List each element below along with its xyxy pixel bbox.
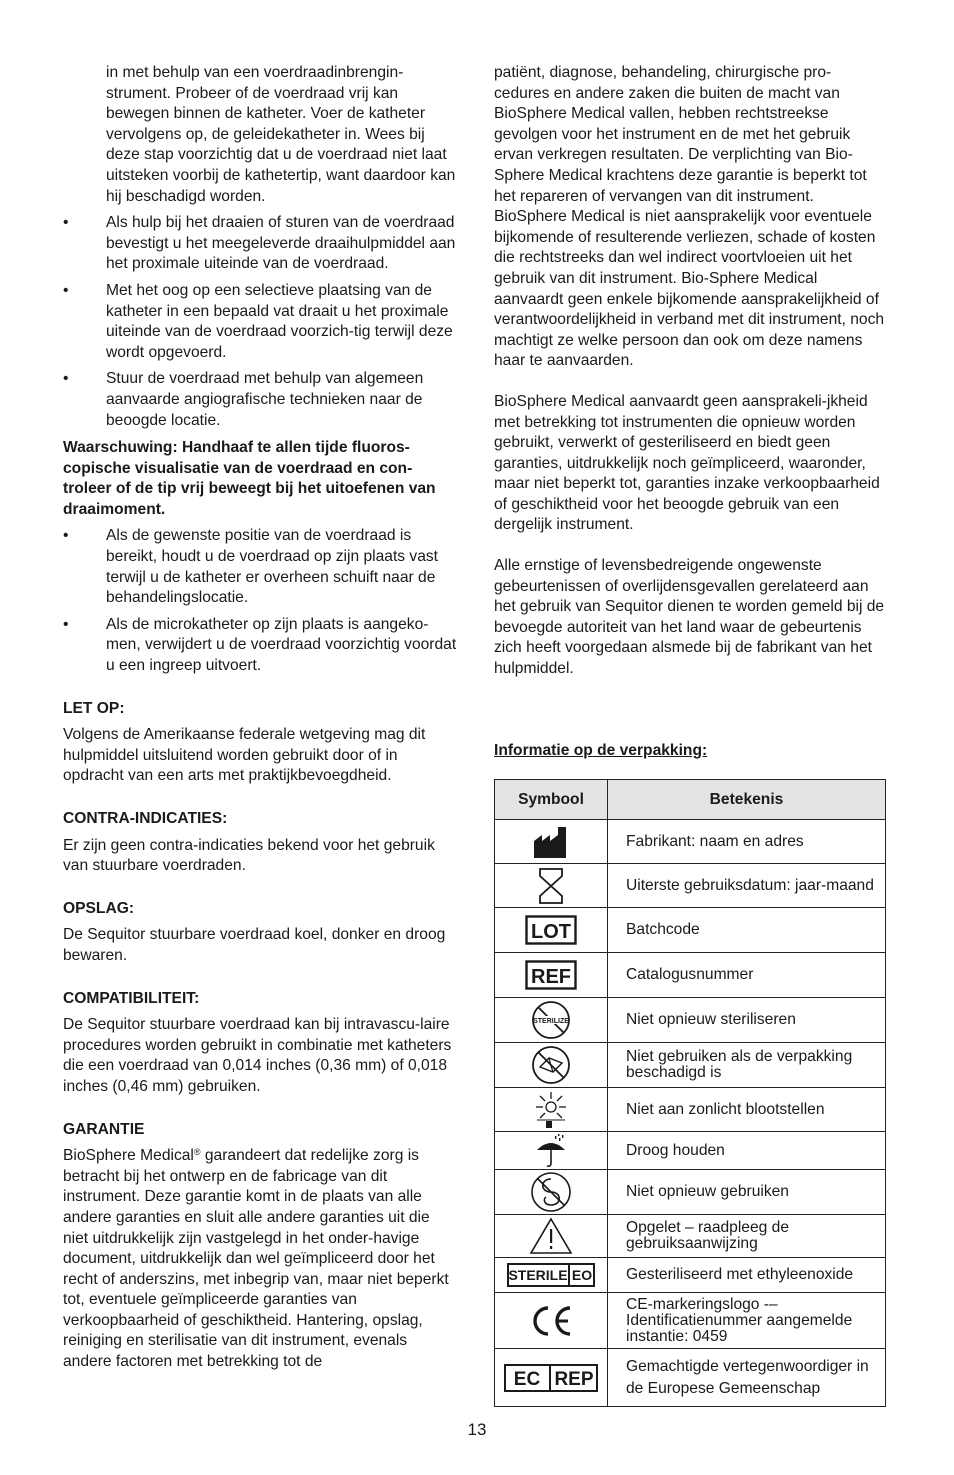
- keep-from-sunlight-icon: [531, 1090, 571, 1130]
- table-row: [495, 820, 886, 864]
- svg-text:EC: EC: [513, 1368, 541, 1390]
- meaning-cell: Gesteriliseerd met ethyleenoxide: [608, 1258, 886, 1293]
- warning-text: Waarschuwing: Handhaaf te allen tijde fluoros-copische visualisatie van de voerdraad en con-troleer of de tip vrij beweegt bij het uitoefenen van draaimoment.: [63, 439, 436, 518]
- table-row: [495, 1088, 886, 1132]
- bullet-item: • Stuur de voerdraad met behulp van algemeen aanvaarde angiografische technieken naar de beoogde locatie.: [63, 370, 424, 429]
- damaged-package-icon: [531, 1045, 571, 1085]
- svg-text:EO: EO: [571, 1267, 593, 1283]
- table-row: [495, 908, 886, 953]
- meaning-cell: Catalogusnummer: [608, 953, 886, 998]
- manufacturer-icon: [531, 825, 571, 859]
- bullet-dot: •: [63, 214, 69, 232]
- keep-dry-icon: [533, 1134, 569, 1168]
- svg-text:STERILE: STERILE: [508, 1267, 568, 1283]
- storage-body: De Sequitor stuurbare voerdraad koel, donker en droog bewaren.: [63, 926, 446, 964]
- table-row: [495, 1170, 886, 1215]
- meaning-cell: Niet opnieuw gebruiken: [608, 1170, 886, 1215]
- warranty-continued: patiënt, diagnose, behandeling, chirurgische pro-cedures en andere zaken die buiten de macht van BioSphere Medical vallen, hebben rechtstreekse gevolgen voor het instrument en de met het gebruik ervan verkregen resultaten. De verplichting van Bio-Sphere Medical krachtens deze garantie is beperkt tot het repareren of vervangen van dit instrument. BioSphere Medical is niet aansprakelijk voor eventuele bijkomende of resulterende verliezen, schade of kosten die rechtstreeks dan wel indirect voortvloeien uit het gebruik van dit instrument. Bio-Sphere Medical aanvaardt geen enkele bijkomende aansprakelijkheid of verantwoordelijkheid in verband met dit instrument, noch machtigt ze welke persoon dan ook om deze namens haar te aanvaarden.: [494, 64, 885, 370]
- meaning-cell: Fabrikant: naam en adres: [608, 820, 886, 864]
- bullet-dot: •: [63, 615, 69, 633]
- reuse-liability: BioSphere Medical aanvaardt geen aansprakeli-jkheid met betrekking tot instrumenten die opnieuw worden gebruikt, verwerkt of gesteriliseerd en biedt geen garanties, uitdrukkelijk noch geïmpliceerd, waaronder, maar niet beperkt tot, garanties inzake verkoopbaarheid of geschiktheid voor het beoogde gebruik van een dergelijk instrument.: [494, 392, 880, 534]
- table-row: [495, 864, 886, 908]
- svg-text:LOT: LOT: [531, 921, 571, 943]
- ref-icon: [525, 960, 577, 990]
- table-row: [495, 1215, 886, 1258]
- expiry-hourglass-icon: [536, 867, 566, 905]
- intro-text: in met behulp van een voerdraadinbrengin-strument. Probeer of de voerdraad vrij kan bewegen binnen de katheter. Voer de katheter vervolgens op, de geleidekatheter in. Wees bij deze stap voorzichtig dat u de voerdraad niet laat uitsteken voorbij de kathetertip, want daardoor kan hij beschadigd worden.: [106, 64, 456, 205]
- meaning-cell: Uiterste gebruiksdatum: jaar-maand: [608, 864, 886, 908]
- table-row: [495, 1043, 886, 1088]
- meaning-cell: Droog houden: [608, 1132, 886, 1170]
- svg-text:REF: REF: [531, 966, 571, 988]
- lot-icon: [525, 915, 577, 945]
- table-row: [495, 1258, 886, 1293]
- svg-text:STERILIZE: STERILIZE: [533, 1018, 569, 1025]
- compat-body: De Sequitor stuurbare voerdraad kan bij intravascu-laire procedures worden gebruikt in combinatie met katheters die een voerdraad van 0,014 inches (0,36 mm) of 0,018 inches (0,46 mm) gebruiken.: [63, 1016, 452, 1095]
- bullet-item: • Als de gewenste positie van de voerdraad is bereikt, houdt u de voerdraad op zijn plaats vast terwijl u de katheter er overheen schuift naar de behandelingslocatie.: [63, 527, 439, 607]
- right-column: [494, 63, 886, 680]
- storage-heading: OPSLAG:: [63, 899, 135, 917]
- page-number: 13: [467, 1420, 487, 1439]
- caution-icon: [529, 1217, 573, 1255]
- meaning-cell: CE-markeringslogo -– Identificatienummer aangemelde instantie: 0459: [608, 1293, 886, 1349]
- bullet-dot: •: [63, 527, 69, 545]
- caution-body: Volgens de Amerikaanse federale wetgeving mag dit hulpmiddel uitsluitend worden gebruikt door of in opdracht van een arts met praktijkbevoegdheid.: [63, 726, 426, 785]
- bullet-item: • Als de microkatheter op zijn plaats is aangeko-men, verwijdert u de voerdraad voorzichtig voordat u een ingreep uitvoert.: [63, 615, 457, 675]
- table-row: [495, 1349, 886, 1407]
- meaning-cell: Opgelet – raadpleeg de gebruiksaanwijzing: [608, 1215, 886, 1258]
- meaning-cell: Gemachtigde vertegenwoordiger in de Europese Gemeenschap: [608, 1349, 886, 1407]
- symbol-table: [494, 779, 886, 1407]
- bullet-dot: •: [63, 281, 69, 299]
- registered-mark: ®: [193, 1147, 201, 1158]
- col-meaning-header: Betekenis: [608, 780, 886, 820]
- adverse-events: Alle ernstige of levensbedreigende ongewenste gebeurtenissen of overlijdensgevallen gerelateerd aan het gebruik van Sequitor dienen te worden gemeld bij de bevoegde autoriteit van het land waar de gebeurtenis zich heeft voorgedaan alsmede bij de fabrikant van het hulpmiddel.: [494, 557, 885, 678]
- meaning-cell: Niet aan zonlicht blootstellen: [608, 1088, 886, 1132]
- col-symbol-header: Symbool: [495, 780, 608, 820]
- table-row: [495, 1293, 886, 1349]
- do-not-resterilize-icon: [531, 1000, 571, 1040]
- warranty-heading: GARANTIE: [63, 1120, 145, 1138]
- contra-body: Er zijn geen contra-indicaties bekend voor het gebruik van stuurbare voerdraden.: [63, 836, 435, 875]
- left-column: [63, 63, 458, 1373]
- sterile-eo-icon: [507, 1263, 595, 1287]
- table-row: [495, 998, 886, 1043]
- warranty-body: BioSphere Medical® garandeert dat redelijke zorg is betracht bij het ontwerp en de fabricage van dit instrument. Deze garantie komt in de plaats van alle andere garanties en sluit alle andere garanties uit die niet uitdrukkelijk zijn vastgelegd in het onder-havige document, uitdrukkelijk dan wel geïmpliceerd door het recht of anderszins, met inbegrip van, maar niet beperkt tot, eventuele geïmpliceerde garanties van verkoopbaarheid of geschiktheid. Hantering, opslag, reiniging en sterilisatie van dit instrument, evenals andere factoren met betrekking tot de: [63, 1147, 449, 1371]
- caution-heading: LET OP:: [63, 699, 125, 717]
- table-header-row: [495, 780, 886, 820]
- bullet-item: • Als hulp bij het draaien of sturen van de voerdraad bevestigt u het meegeleverde draaihulpmiddel aan het proximale uiteinde van de voerdraad.: [63, 214, 456, 273]
- bullet-item: • Met het oog op een selectieve plaatsing van de katheter in een bepaald vat draait u het proximale uiteinde van de voerdraad voorzich-tig terwijl deze wordt opgevoerd.: [63, 281, 453, 361]
- meaning-cell: Batchcode: [608, 908, 886, 953]
- meaning-cell: Niet gebruiken als de verpakking beschadigd is: [608, 1043, 886, 1088]
- contra-heading: CONTRA-INDICATIES:: [63, 810, 228, 827]
- ec-rep-icon: [504, 1364, 598, 1392]
- bullet-dot: •: [63, 370, 69, 388]
- compat-heading: COMPATIBILITEIT:: [63, 989, 200, 1007]
- packaging-heading: Informatie op de verpakking:: [494, 742, 708, 759]
- svg-text:REP: REP: [554, 1368, 594, 1390]
- table-row: [495, 1132, 886, 1170]
- do-not-reuse-icon: [530, 1171, 572, 1213]
- table-row: [495, 953, 886, 998]
- meaning-cell: Niet opnieuw steriliseren: [608, 998, 886, 1043]
- ce-mark-icon: [528, 1304, 574, 1338]
